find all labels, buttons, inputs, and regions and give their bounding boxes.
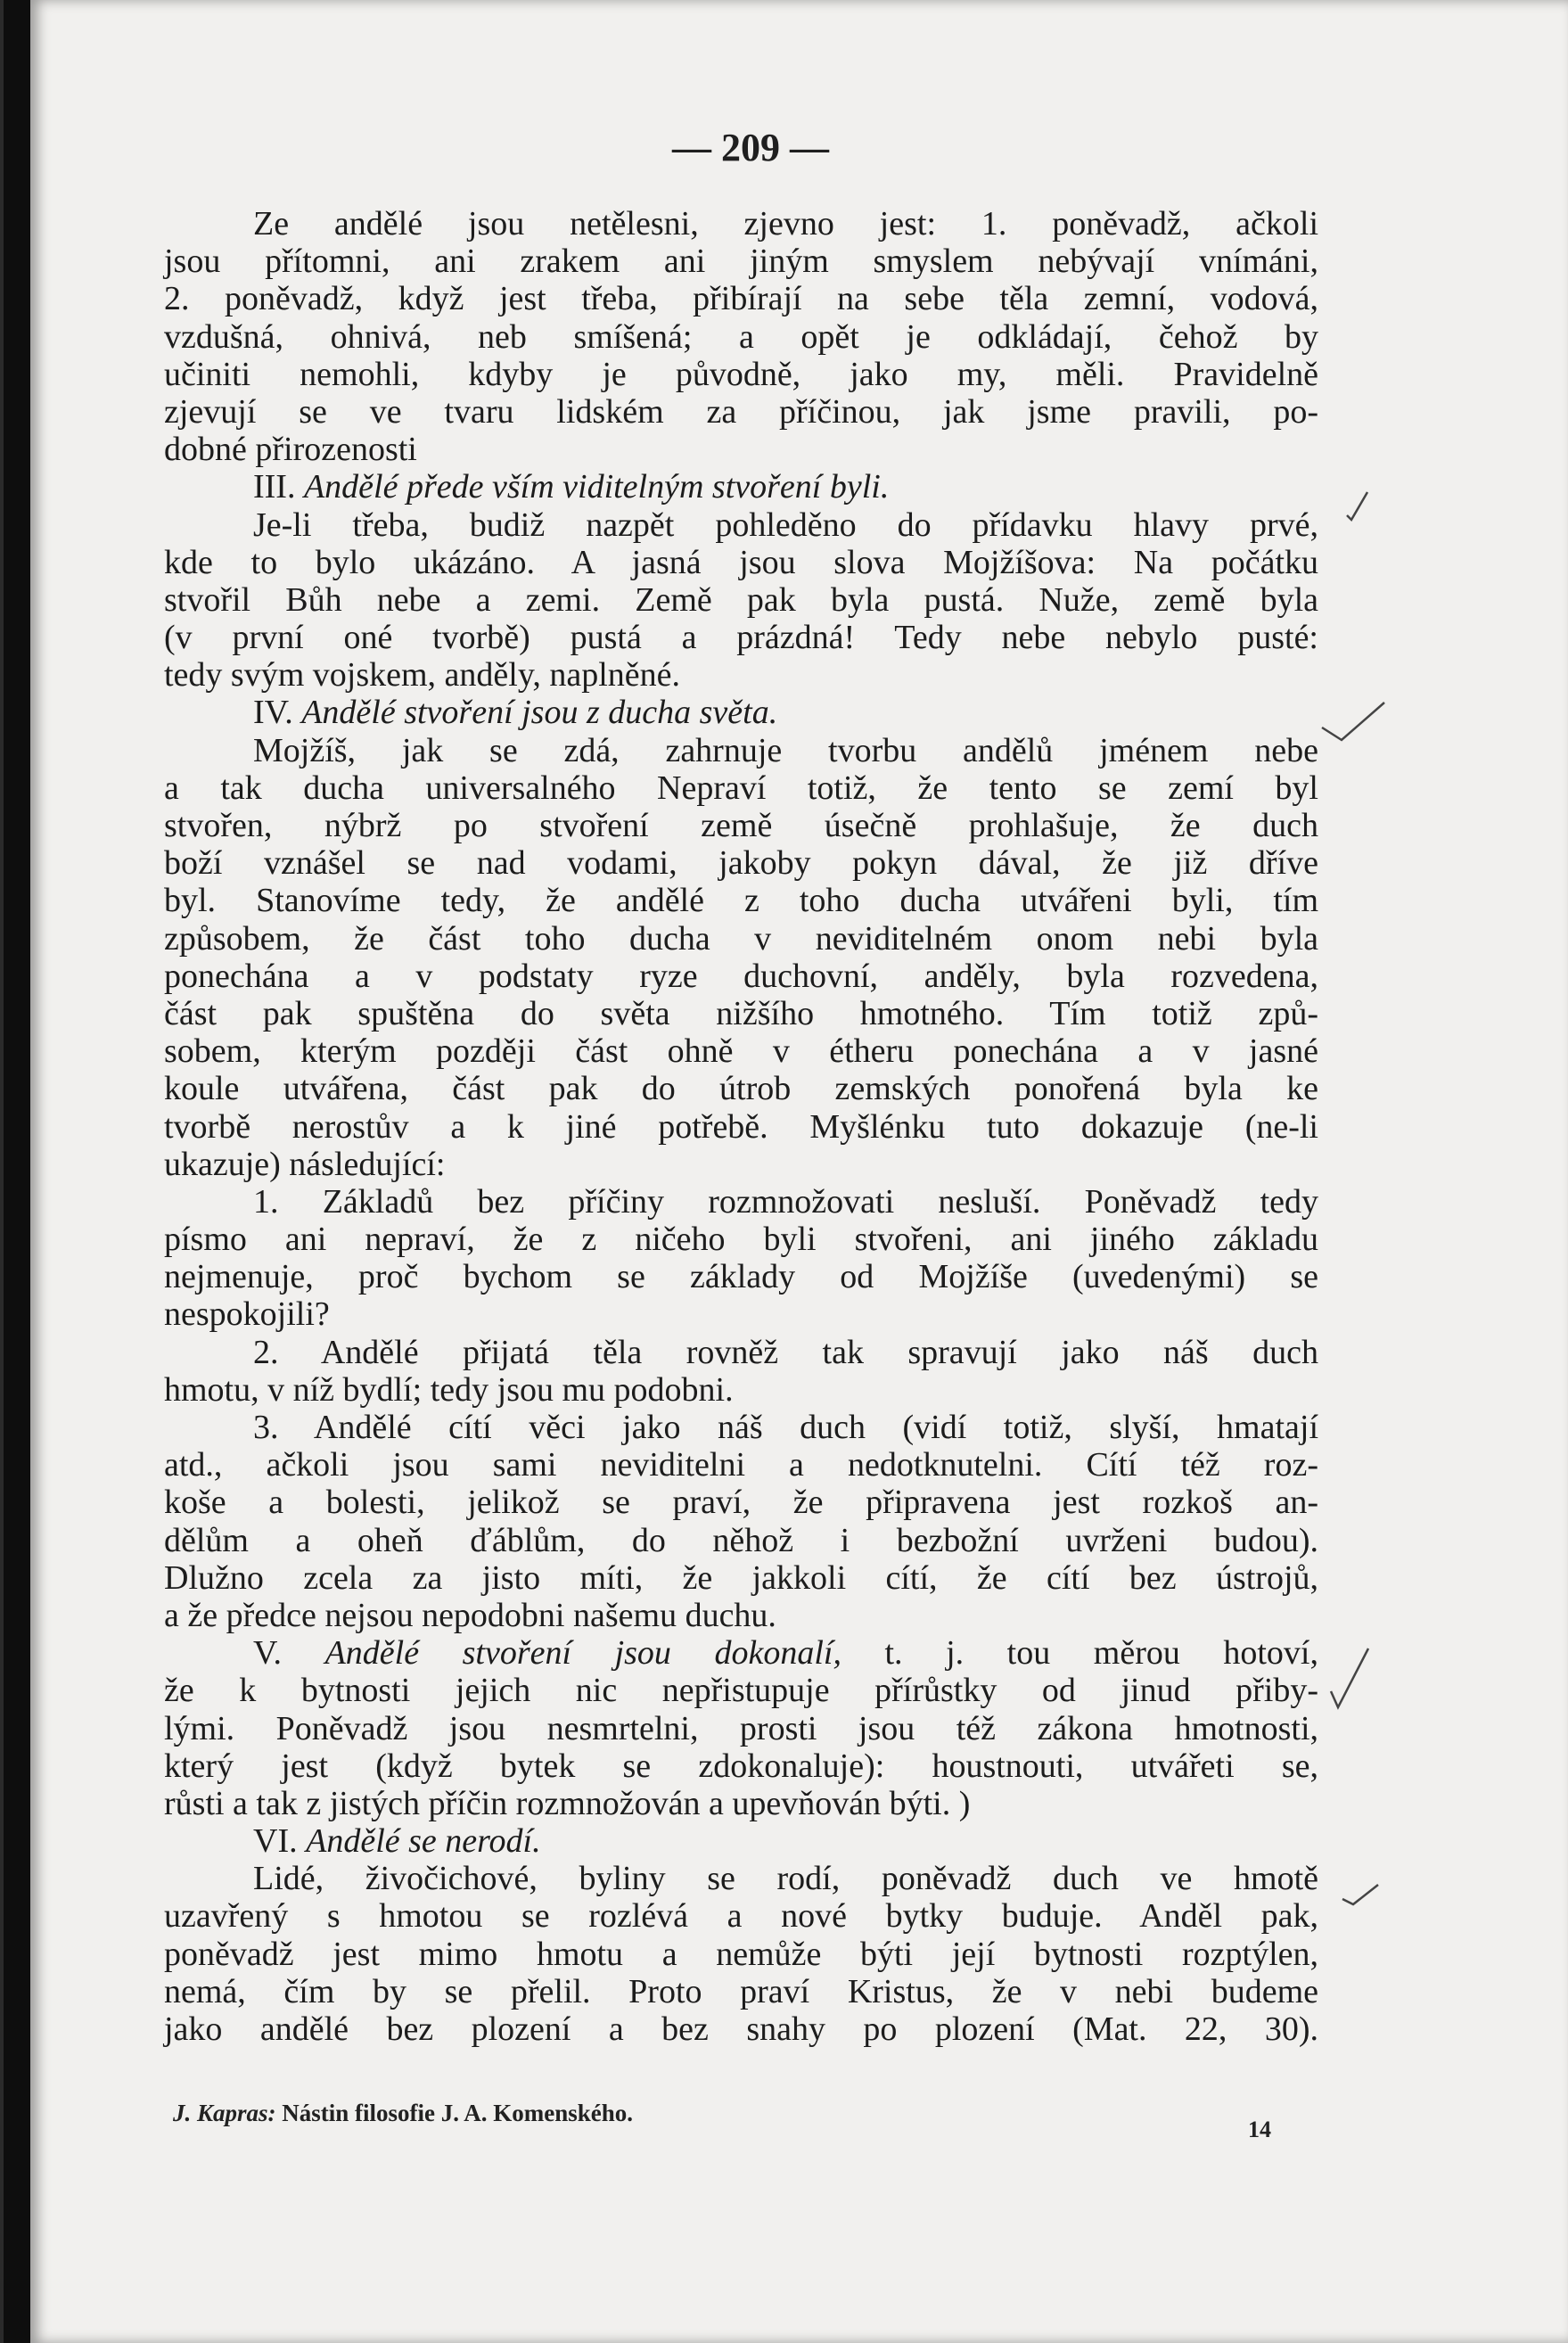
page-body bbox=[164, 205, 1318, 2048]
signature-mark: 14 bbox=[1248, 2117, 1271, 2142]
footer-title: Nástin filosofie J. A. Komenského. bbox=[282, 2100, 634, 2126]
text-line: nespokojili? bbox=[164, 1295, 330, 1334]
text-line: stvořil Bůh nebe a zemi. Země pak byla pustá. Nuže, země byla bbox=[164, 580, 1318, 619]
text-line: 2. Andělé přijatá těla rovněž tak spravují jako náš duch bbox=[253, 1333, 1318, 1371]
section-number: V. bbox=[253, 1634, 283, 1673]
text-line: ponechána a v podstaty ryze duchovní, anděly, byla rozvedena, bbox=[164, 957, 1318, 995]
running-footer bbox=[173, 2100, 633, 2127]
text-line: Mojžíš, jak se zdá, zahrnuje tvorbu andělů jménem nebe bbox=[253, 731, 1318, 769]
section-title: Andělé stvoření jsou dokonalí, bbox=[324, 1634, 841, 1673]
margin-checkmark-icon bbox=[1318, 697, 1390, 747]
text-line: tvorbě nerostův a k jiné potřebě. Myšlénku tuto dokazuje (ne-li bbox=[164, 1107, 1318, 1146]
text-line: růsti a tak z jistých příčin rozmnožován a upevňován býti. ) bbox=[164, 1784, 971, 1822]
margin-checkmark-icon bbox=[1339, 1881, 1382, 1908]
text-line: že k bytnosti jejich nic nepřistupuje přírůstky od jinud přiby- bbox=[164, 1672, 1318, 1710]
text-line: 3. Andělé cítí věci jako náš duch (vidí totiž, slyší, hmatají bbox=[253, 1409, 1318, 1446]
section-heading-4 bbox=[164, 694, 1318, 731]
text-line: písmo ani nepraví, že z ničeho byli stvořeni, ani jiného základu bbox=[164, 1221, 1318, 1259]
footer-author: J. Kapras: bbox=[173, 2100, 276, 2126]
paragraph-2 bbox=[164, 506, 1318, 695]
section-heading-3 bbox=[164, 468, 1318, 506]
section-title-rest: t. j. tou měrou hotoví, bbox=[841, 1634, 1318, 1673]
text-line: nemá, čím by se přelil. Proto praví Kristus, že v nebi budeme bbox=[164, 1972, 1318, 2010]
text-line: vzdušná, ohnivá, neb smíšená; a opět je odkládají, čehož by bbox=[164, 317, 1318, 356]
text-line: stvořen, nýbrž po stvoření země úsečně prohlašuje, že duch bbox=[164, 807, 1318, 844]
text-line: byl. Stanovíme tedy, že andělé z toho ducha utvářeni byli, tím bbox=[164, 882, 1318, 920]
text-line: jako andělé bez plození a bez snahy po plození (Mat. 22, 30). bbox=[164, 2010, 1318, 2048]
page-gutter bbox=[0, 0, 4, 2343]
text-line: lými. Poněvadž jsou nesmrtelni, prosti jsou též zákona hmotnosti, bbox=[164, 1709, 1318, 1747]
paragraph-6 bbox=[164, 1409, 1318, 1634]
text-line: sobem, kterým později část ohně v étheru ponechána a v jasné bbox=[164, 1032, 1318, 1071]
margin-checkmark-icon bbox=[1327, 1645, 1372, 1714]
text-line: Lidé, živočichové, byliny se rodí, poněvadž duch ve hmotě bbox=[253, 1860, 1318, 1898]
text-line: dobné přirozenosti bbox=[164, 431, 417, 469]
text-line: a tak ducha universalného Nepraví totiž, že tento se zemí byl bbox=[164, 769, 1318, 807]
text-line: boží vznášel se nad vodami, jakoby pokyn dával, že již dříve bbox=[164, 844, 1318, 883]
text-line: učiniti nemohli, kdyby je původně, jako my, měli. Pravidelně bbox=[164, 355, 1318, 393]
section-heading-5 bbox=[164, 1634, 1318, 1672]
text-line: jsou přítomni, ani zrakem ani jiným smyslem nebývají vnímáni, bbox=[164, 243, 1318, 281]
text-line: tedy svým vojskem, anděly, naplněné. bbox=[164, 656, 681, 695]
text-line: 1. Základů bez příčiny rozmnožovati nesluší. Poněvadž tedy bbox=[253, 1182, 1318, 1221]
book-page bbox=[30, 0, 1568, 2343]
text-line: a že předce nejsou nepodobni našemu duchu. bbox=[164, 1596, 776, 1634]
text-line: atd., ačkoli jsou sami neviditelni a nedotknutelni. Cítí též roz- bbox=[164, 1446, 1318, 1484]
section-heading-6 bbox=[164, 1822, 1318, 1860]
text-line: způsobem, že část toho ducha v neviditelném onom nebi byla bbox=[164, 919, 1318, 958]
text-line: který jest (když bytek se zdokonaluje): houstnouti, utvářeti se, bbox=[164, 1747, 1318, 1785]
paragraph-5 bbox=[164, 1334, 1318, 1409]
paragraph-3 bbox=[164, 732, 1318, 1183]
text-line: Dlužno zcela za jisto míti, že jakkoli cítí, že cítí bez ústrojů, bbox=[164, 1558, 1318, 1597]
text-line: koule utvářena, část pak do útrob zemských ponořená byla ke bbox=[164, 1070, 1318, 1108]
text-line: ukazuje) následující: bbox=[164, 1145, 446, 1183]
text-line: poněvadž jest mimo hmotu a nemůže býti její bytnosti rozptýlen, bbox=[164, 1935, 1318, 1973]
text-line: hmotu, v níž bydlí; tedy jsou mu podobni. bbox=[164, 1370, 734, 1409]
text-line-content: růsti a tak z jistých příčin rozmnožován a upevňován býti. bbox=[164, 1784, 951, 1822]
section-title: Andělé přede vším viditelným stvoření byli. bbox=[303, 468, 890, 506]
section-number: III. bbox=[253, 468, 296, 506]
margin-checkmark-icon bbox=[1344, 489, 1371, 524]
section-title: Andělé se nerodí. bbox=[306, 1822, 541, 1861]
text-line: Je-li třeba, budiž nazpět pohleděno do přídavku hlavy prvé, bbox=[253, 506, 1318, 544]
section-title: Andělé stvoření jsou z ducha světa. bbox=[301, 694, 778, 732]
text-line: uzavřený s hmotou se rozlévá a nové bytky buduje. Anděl pak, bbox=[164, 1897, 1318, 1936]
paragraph-7 bbox=[164, 1672, 1318, 1822]
paragraph-1 bbox=[164, 205, 1318, 468]
text-line: (v první oné tvorbě) pustá a prázdná! Tedy nebe nebylo pusté: bbox=[164, 619, 1318, 657]
text-line: zjevují se ve tvaru lidském za příčinou, jak jsme pravili, po- bbox=[164, 392, 1318, 431]
text-line: 2. poněvadž, když jest třeba, přibírají na sebe těla zemní, vodová, bbox=[164, 280, 1318, 318]
section-number: VI. bbox=[253, 1822, 298, 1861]
section-number: IV. bbox=[253, 694, 293, 732]
text-line: dělům a oheň ďáblům, do něhož i bezbožní uvrženi budou). bbox=[164, 1521, 1318, 1559]
text-line: kde to bylo ukázáno. A jasná jsou slova Mojžíšova: Na počátku bbox=[164, 543, 1318, 581]
page-number: — 209 — bbox=[672, 126, 829, 169]
text-line: část pak spuštěna do světa nižšího hmotného. Tím totiž způ- bbox=[164, 994, 1318, 1032]
paragraph-4 bbox=[164, 1183, 1318, 1334]
text-line: koše a bolesti, jelikož se praví, že připravena jest rozkoš an- bbox=[164, 1484, 1318, 1522]
text-line: nejmenuje, proč bychom se základy od Mojžíše (uvedenými) se bbox=[164, 1258, 1318, 1296]
paragraph-8 bbox=[164, 1860, 1318, 2048]
text-line: Ze andělé jsou netělesni, zjevno jest: 1. poněvadž, ačkoli bbox=[253, 205, 1318, 243]
